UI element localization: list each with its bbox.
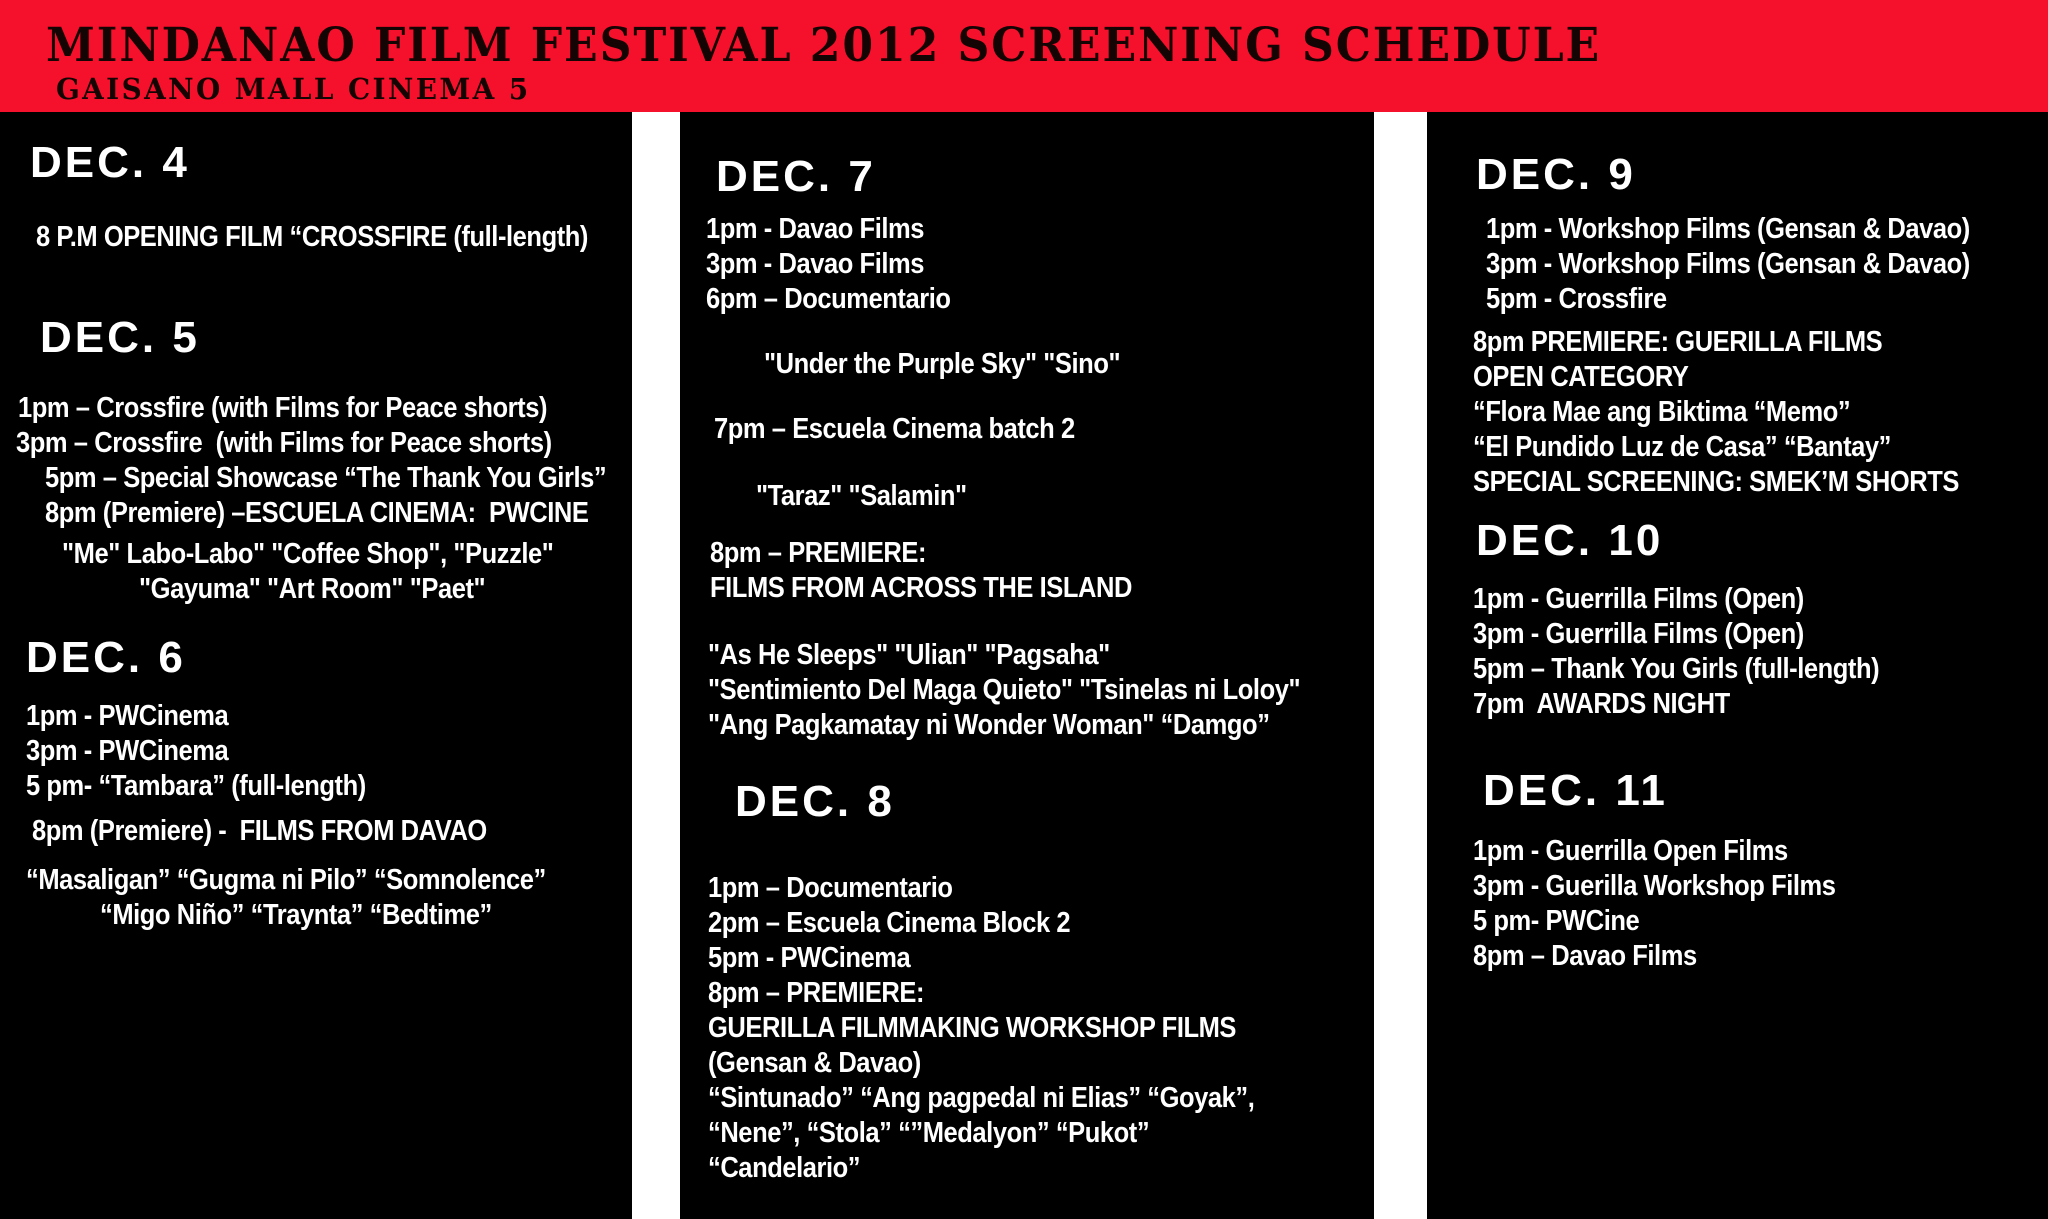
schedule-line [0, 496, 632, 531]
schedule-line [0, 426, 632, 461]
schedule-line-text: 3pm - PWCinema [26, 735, 229, 767]
schedule-line-text: "Gayuma" "Art Room" "Paet" [139, 573, 486, 605]
schedule-line [1427, 430, 2048, 465]
schedule-line-text: 2pm – Escuela Cinema Block 2 [708, 907, 1071, 939]
schedule-columns [0, 112, 2048, 1219]
schedule-line-text: "Under the Purple Sky" "Sino" [764, 348, 1121, 380]
schedule-line-text: 3pm - Davao Films [706, 248, 925, 280]
schedule-line-text: 1pm - PWCinema [26, 700, 229, 732]
schedule-line [1427, 652, 2048, 687]
schedule-line [680, 871, 1374, 906]
schedule-line-text: 3pm – Crossfire (with Films for Peace shorts) [16, 427, 552, 459]
date-header [680, 152, 1374, 202]
schedule-line-text: 5 pm- PWCine [1473, 905, 1640, 937]
schedule-line [680, 708, 1374, 743]
schedule-line [1427, 325, 2048, 360]
schedule-line [1427, 360, 2048, 395]
schedule-line-text: “Migo Niño” “Traynta” “Bedtime” [100, 899, 492, 931]
schedule-line-text: 1pm – Crossfire (with Films for Peace shorts) [18, 392, 548, 424]
schedule-line [1427, 247, 2048, 282]
schedule-line-text: 5pm - Crossfire [1486, 283, 1667, 315]
schedule-line-text: 3pm - Guerilla Workshop Films [1473, 870, 1836, 902]
banner-subtitle: GAISANO MALL CINEMA 5 [56, 72, 531, 106]
schedule-line-text: "Sentimiento Del Maga Quieto" "Tsinelas ni Loloy" [708, 674, 1301, 706]
date-header-text: DEC. 9 [1476, 150, 1636, 199]
schedule-line-text: “Nene”, “Stola” “”Medalyon” “Pukot” [708, 1117, 1150, 1149]
schedule-line [1427, 465, 2048, 500]
schedule-line [0, 769, 632, 804]
schedule-line [0, 461, 632, 496]
date-header-text: DEC. 11 [1483, 766, 1668, 815]
schedule-line [680, 1046, 1374, 1081]
schedule-line-text: "Ang Pagkamatay ni Wonder Woman" “Damgo” [708, 709, 1270, 741]
schedule-line-text: 8pm (Premiere) - FILMS FROM DAVAO [32, 815, 487, 847]
schedule-line-text: 1pm – Documentario [708, 872, 953, 904]
schedule-line [680, 1081, 1374, 1116]
schedule-line [0, 220, 632, 255]
schedule-line-text: 8pm PREMIERE: GUERILLA FILMS [1473, 326, 1883, 358]
schedule-line [1427, 939, 2048, 974]
schedule-line-text: “Masaligan” “Gugma ni Pilo” “Somnolence” [26, 864, 546, 896]
schedule-line [1427, 617, 2048, 652]
column-dec-4-to-6 [0, 112, 632, 1219]
schedule-line-text: OPEN CATEGORY [1473, 361, 1689, 393]
schedule-line [680, 638, 1374, 673]
schedule-line [1427, 282, 2048, 317]
schedule-line-text: “Sintunado” “Ang pagpedal ni Elias” “Goyak”, [708, 1082, 1255, 1114]
schedule-line-text: 5pm – Thank You Girls (full-length) [1473, 653, 1880, 685]
schedule-line [680, 212, 1374, 247]
schedule-line [680, 941, 1374, 976]
schedule-line-text: 5pm – Special Showcase “The Thank You Girls” [45, 462, 607, 494]
schedule-line [0, 734, 632, 769]
schedule-line-text: “El Pundido Luz de Casa” “Bantay” [1473, 431, 1891, 463]
schedule-line [0, 814, 632, 849]
schedule-line [680, 906, 1374, 941]
schedule-line [680, 536, 1374, 571]
schedule-line [0, 537, 632, 572]
schedule-line-text: 1pm - Guerrilla Open Films [1473, 835, 1788, 867]
date-header [1427, 150, 2048, 200]
schedule-line-text: 1pm - Workshop Films (Gensan & Davao) [1486, 213, 1970, 245]
schedule-line-text: 3pm - Guerrilla Films (Open) [1473, 618, 1804, 650]
schedule-line-text: 8pm – PREMIERE: [708, 977, 925, 1009]
schedule-line-text: SPECIAL SCREENING: SMEK’M SHORTS [1473, 466, 1959, 498]
date-header [0, 633, 632, 683]
schedule-line [1427, 687, 2048, 722]
schedule-line-text: "Taraz" "Salamin" [756, 480, 967, 512]
schedule-line [680, 479, 1374, 514]
schedule-line-text: 1pm - Davao Films [706, 213, 925, 245]
schedule-line-text: FILMS FROM ACROSS THE ISLAND [710, 572, 1132, 604]
schedule-line [1427, 904, 2048, 939]
schedule-line-text: 8pm – PREMIERE: [710, 537, 927, 569]
date-header [1427, 766, 2048, 816]
schedule-line [1427, 395, 2048, 430]
schedule-line [680, 412, 1374, 447]
schedule-line [680, 976, 1374, 1011]
schedule-line-text: 7pm AWARDS NIGHT [1473, 688, 1730, 720]
schedule-line-text: (Gensan & Davao) [708, 1047, 921, 1079]
schedule-line-text: 6pm – Documentario [706, 283, 951, 315]
schedule-line [680, 247, 1374, 282]
schedule-line [0, 898, 632, 933]
schedule-line-text: 1pm - Guerrilla Films (Open) [1473, 583, 1804, 615]
date-header [1427, 516, 2048, 566]
schedule-line-text: 5pm - PWCinema [708, 942, 911, 974]
date-header-text: DEC. 6 [26, 633, 186, 682]
schedule-line [1427, 212, 2048, 247]
schedule-line-text: “Candelario” [708, 1152, 861, 1184]
schedule-line-text: 7pm – Escuela Cinema batch 2 [714, 413, 1075, 445]
schedule-line [0, 863, 632, 898]
schedule-line-text: 3pm - Workshop Films (Gensan & Davao) [1486, 248, 1970, 280]
date-header-text: DEC. 8 [735, 777, 895, 826]
date-header [680, 777, 1374, 827]
schedule-line [680, 571, 1374, 606]
schedule-line [0, 572, 632, 607]
schedule-line [0, 699, 632, 734]
schedule-line-text: 5 pm- “Tambara” (full-length) [26, 770, 366, 802]
schedule-line [680, 347, 1374, 382]
date-header-text: DEC. 4 [30, 138, 190, 187]
schedule-line-text: 8pm (Premiere) –ESCUELA CINEMA: PWCINE [45, 497, 589, 529]
banner [0, 0, 2048, 112]
schedule-line [1427, 582, 2048, 617]
date-header [0, 138, 632, 188]
schedule-line [680, 282, 1374, 317]
schedule-line [0, 391, 632, 426]
schedule-line-text: "Me" Labo-Labo" "Coffee Shop", "Puzzle" [62, 538, 554, 570]
banner-title: MINDANAO FILM FESTIVAL 2012 SCREENING SCHEDULE [46, 18, 1602, 73]
date-header-text: DEC. 5 [40, 313, 200, 362]
schedule-line [1427, 869, 2048, 904]
date-header [0, 313, 632, 363]
schedule-line [680, 1116, 1374, 1151]
schedule-line [1427, 834, 2048, 869]
column-dec-7-to-8 [680, 112, 1374, 1219]
schedule-line-text: 8pm – Davao Films [1473, 940, 1697, 972]
schedule-line [680, 1151, 1374, 1186]
date-header-text: DEC. 10 [1476, 516, 1664, 565]
schedule-line-text: “Flora Mae ang Biktima “Memo” [1473, 396, 1851, 428]
schedule-line [680, 1011, 1374, 1046]
schedule-line-text: "As He Sleeps" "Ulian" "Pagsaha" [708, 639, 1110, 671]
schedule-line [680, 673, 1374, 708]
column-dec-9-to-11 [1427, 112, 2048, 1219]
schedule-line-text: 8 P.M OPENING FILM “CROSSFIRE (full-length) [36, 221, 588, 253]
date-header-text: DEC. 7 [716, 152, 876, 201]
schedule-line-text: GUERILLA FILMMAKING WORKSHOP FILMS [708, 1012, 1237, 1044]
